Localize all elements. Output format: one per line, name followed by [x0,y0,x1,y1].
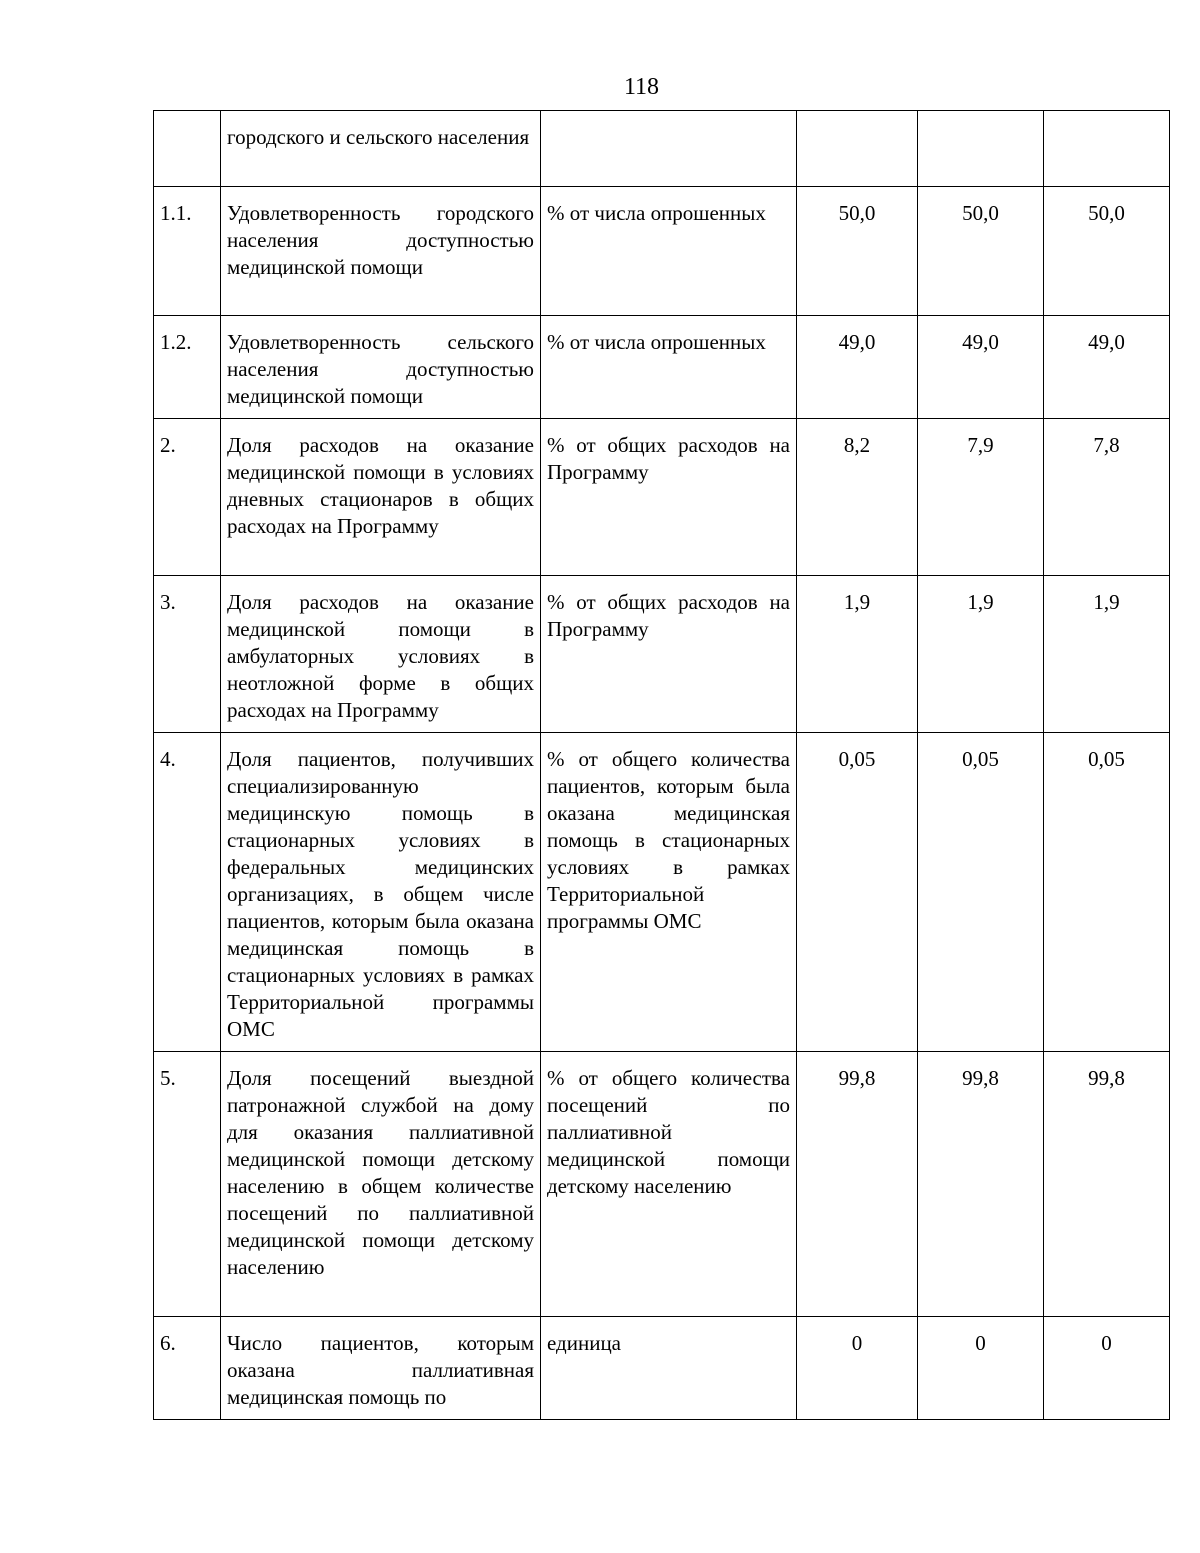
value-cell-3: 0 [1044,1317,1170,1420]
value-cell-2: 50,0 [918,187,1044,316]
table-row [154,733,1170,1052]
row-number: 3. [154,576,221,733]
value-cell-1: 99,8 [797,1052,918,1317]
value-cell-2: 0,05 [918,733,1044,1052]
table-row [154,111,1170,187]
value-cell-2: 1,9 [918,576,1044,733]
indicator-description: городского и сельского населения [221,111,541,187]
value-cell-1: 8,2 [797,419,918,576]
value-cell-1: 1,9 [797,576,918,733]
unit-of-measure [541,111,797,187]
unit-of-measure: % от числа опрошенных [541,316,797,419]
indicator-description: Доля расходов на оказание медицинской помощи в амбулаторных условиях в неотложной форме в общих расходах на Программу [221,576,541,733]
value-cell-3: 7,8 [1044,419,1170,576]
value-cell-3: 0,05 [1044,733,1170,1052]
unit-of-measure: единица [541,1317,797,1420]
value-cell-1: 0,05 [797,733,918,1052]
value-cell-2: 0 [918,1317,1044,1420]
value-cell-3: 50,0 [1044,187,1170,316]
unit-of-measure: % от общих расходов на Программу [541,576,797,733]
row-number: 4. [154,733,221,1052]
value-cell-2 [918,111,1044,187]
indicator-description: Удовлетворенность сельского населения доступностью медицинской помощи [221,316,541,419]
value-cell-2: 7,9 [918,419,1044,576]
value-cell-3 [1044,111,1170,187]
value-cell-2: 49,0 [918,316,1044,419]
indicator-description: Число пациентов, которым оказана паллиативная медицинская помощь по [221,1317,541,1420]
unit-of-measure: % от числа опрошенных [541,187,797,316]
value-cell-1 [797,111,918,187]
row-number: 2. [154,419,221,576]
row-number: 1.1. [154,187,221,316]
value-cell-3: 1,9 [1044,576,1170,733]
table-row [154,419,1170,576]
value-cell-1: 0 [797,1317,918,1420]
table-row [154,1052,1170,1317]
row-number: 5. [154,1052,221,1317]
unit-of-measure: % от общего количества посещений по паллиативной медицинской помощи детскому населению [541,1052,797,1317]
indicator-description: Доля расходов на оказание медицинской помощи в условиях дневных стационаров в общих расходах на Программу [221,419,541,576]
table-row [154,1317,1170,1420]
indicator-description: Доля посещений выездной патронажной службой на дому для оказания паллиативной медицинской помощи детскому населению в общем количестве посещений по паллиативной медицинской помощи детскому населению [221,1052,541,1317]
value-cell-3: 99,8 [1044,1052,1170,1317]
unit-of-measure: % от общих расходов на Программу [541,419,797,576]
table-row [154,576,1170,733]
table-row [154,316,1170,419]
row-number: 1.2. [154,316,221,419]
value-cell-2: 99,8 [918,1052,1044,1317]
value-cell-1: 50,0 [797,187,918,316]
value-cell-1: 49,0 [797,316,918,419]
indicator-description: Удовлетворенность городского населения доступностью медицинской помощи [221,187,541,316]
table-row [154,187,1170,316]
unit-of-measure: % от общего количества пациентов, которым была оказана медицинская помощь в стационарных условиях в рамках Территориальной программы ОМС [541,733,797,1052]
page-number: 118 [623,74,660,100]
row-number [154,111,221,187]
indicators-table [153,110,1170,1420]
indicator-description: Доля пациентов, получивших специализированную медицинскую помощь в стационарных условиях в федеральных медицинских организациях, в общем числе пациентов, которым была оказана медицинская помощь в стационарных условиях в рамках Территориальной программы ОМС [221,733,541,1052]
value-cell-3: 49,0 [1044,316,1170,419]
row-number: 6. [154,1317,221,1420]
